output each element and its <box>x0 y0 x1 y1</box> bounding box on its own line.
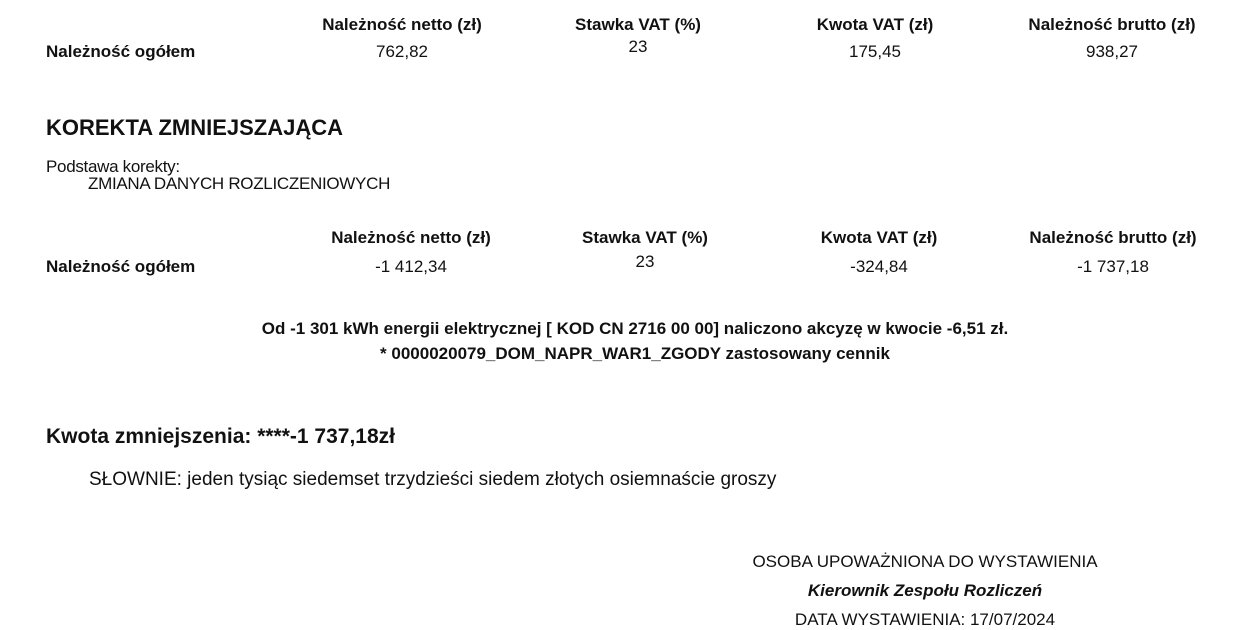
header-gross: Należność brutto (zł) <box>1028 15 1196 34</box>
reduction-label: Kwota zmniejszenia: ****-1 737,18zł <box>46 425 395 448</box>
header-vat-amount: Kwota VAT (zł) <box>816 15 934 34</box>
header-net: Należność netto (zł) <box>331 228 491 247</box>
value-vat-amount: -324,84 <box>850 257 908 276</box>
correction-basis-value: ZMIANA DANYCH ROZLICZENIOWYCH <box>88 174 391 193</box>
value-gross: -1 737,18 <box>1077 257 1149 276</box>
row-label: Należność ogółem <box>46 42 196 61</box>
header-vat-rate: Stawka VAT (%) <box>575 15 701 34</box>
header-vat-rate: Stawka VAT (%) <box>582 228 708 247</box>
value-vat-amount: 175,45 <box>849 42 901 61</box>
header-vat-amount: Kwota VAT (zł) <box>820 228 938 247</box>
value-vat-rate: 23 <box>635 252 655 271</box>
value-net: 762,82 <box>376 42 428 61</box>
correction-basis-label: Podstawa korekty: <box>46 157 180 176</box>
header-net: Należność netto (zł) <box>322 15 482 34</box>
issue-date: DATA WYSTAWIENIA: 17/07/2024 <box>794 610 1056 629</box>
authorized-person-label: OSOBA UPOWAŻNIONA DO WYSTAWIENIA <box>752 552 1098 571</box>
signer-role: Kierownik Zespołu Rozliczeń <box>807 581 1043 600</box>
tariff-line: * 0000020079_DOM_NAPR_WAR1_ZGODY zastosowany cennik <box>380 344 890 363</box>
value-gross: 938,27 <box>1086 42 1138 61</box>
header-gross: Należność brutto (zł) <box>1029 228 1197 247</box>
section-title: KOREKTA ZMNIEJSZAJĄCA <box>46 115 344 140</box>
value-vat-rate: 23 <box>628 37 648 56</box>
row-label: Należność ogółem <box>46 257 196 276</box>
excise-line: Od -1 301 kWh energii elektrycznej [ KOD CN 2716 00 00] naliczono akcyzę w kwocie -6,51 zł. <box>261 319 1009 338</box>
value-net: -1 412,34 <box>375 257 447 276</box>
amount-in-words: SŁOWNIE: jeden tysiąc siedemset trzydzieści siedem złotych osiemnaście groszy <box>89 469 777 490</box>
